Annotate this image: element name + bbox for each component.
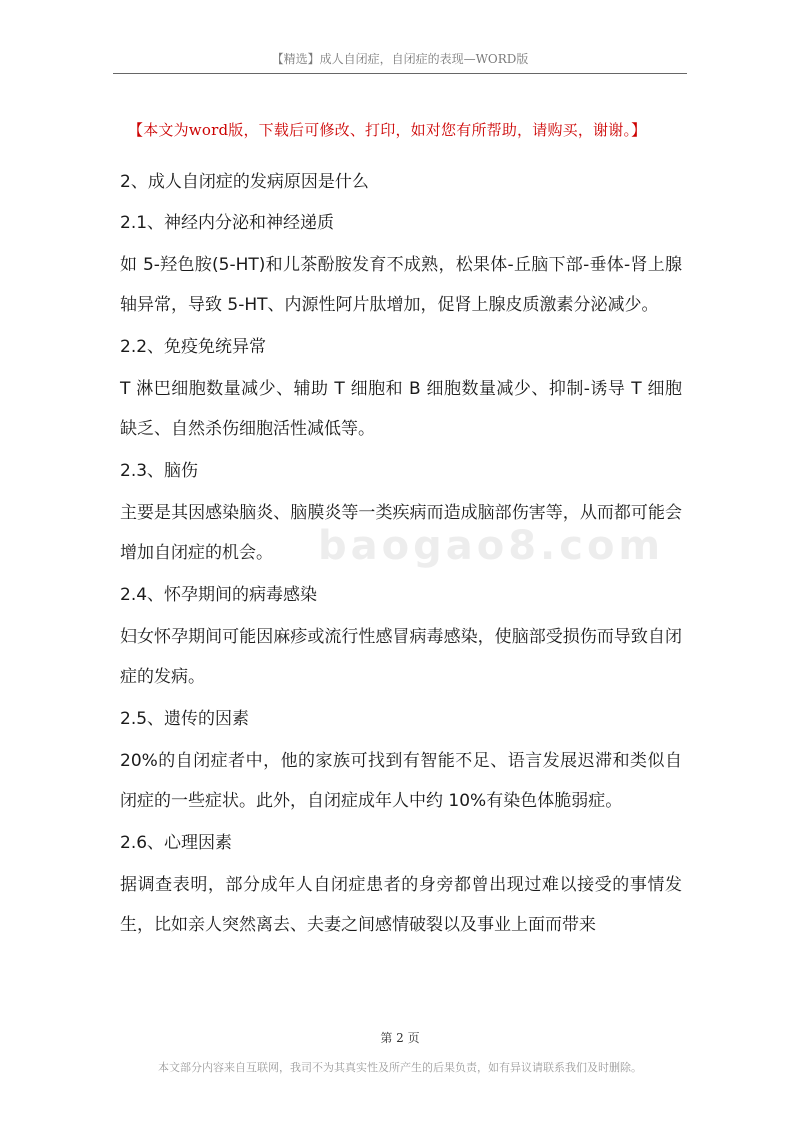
- watermark: baogao8.com: [318, 523, 665, 569]
- paragraph: T 淋巴细胞数量减少、辅助 T 细胞和 B 细胞数量减少、抑制-诱导 T 细胞缺乏、自然杀伤细胞活性减低等。: [120, 379, 682, 439]
- page-header: 【精选】成人自闭症，自闭症的表现—WORD版: [271, 52, 529, 66]
- subsection-heading: 2.1、神经内分泌和神经递质: [120, 213, 335, 233]
- subsection-heading: 2.2、免疫免统异常: [120, 337, 267, 357]
- subsection-heading: 2.5、遗传的因素: [120, 709, 250, 729]
- document-body: [120, 163, 682, 948]
- paragraph: 据调查表明，部分成年人自闭症患者的身旁都曾出现过难以接受的事情发生，比如亲人突然离去、夫妻之间感情破裂以及事业上面而带来: [120, 875, 682, 935]
- paragraph: 妇女怀孕期间可能因麻疹或流行性感冒病毒感染，使脑部受损伤而导致自闭症的发病。: [120, 627, 682, 687]
- footer-disclaimer: 本文部分内容来自互联网，我司不为其真实性及所产生的后果负责，如有异议请联系我们及时删除。: [158, 1061, 642, 1074]
- section-title: 2、成人自闭症的发病原因是什么: [120, 172, 369, 192]
- download-notice: 【本文为word版，下载后可修改、打印，如对您有所帮助，请购买，谢谢。】: [128, 121, 647, 139]
- page-number: 第 2 页: [380, 1031, 420, 1045]
- paragraph: 主要是其因感染脑炎、脑膜炎等一类疾病而造成脑部伤害等，从而都可能会增加自闭症的机会。: [120, 503, 682, 563]
- paragraph: 如 5-羟色胺(5-HT)和儿茶酚胺发育不成熟，松果体-丘脑下部-垂体-肾上腺轴异常，导致 5-HT、内源性阿片肽增加，促肾上腺皮质激素分泌减少。: [120, 255, 682, 315]
- subsection-heading: 2.3、脑伤: [120, 461, 199, 481]
- paragraph: 20%的自闭症者中，他的家族可找到有智能不足、语言发展迟滞和类似自闭症的一些症状。此外，自闭症成年人中约 10%有染色体脆弱症。: [120, 751, 682, 811]
- subsection-heading: 2.6、心理因素: [120, 833, 233, 853]
- subsection-heading: 2.4、怀孕期间的病毒感染: [120, 585, 318, 605]
- header-divider: [113, 73, 687, 74]
